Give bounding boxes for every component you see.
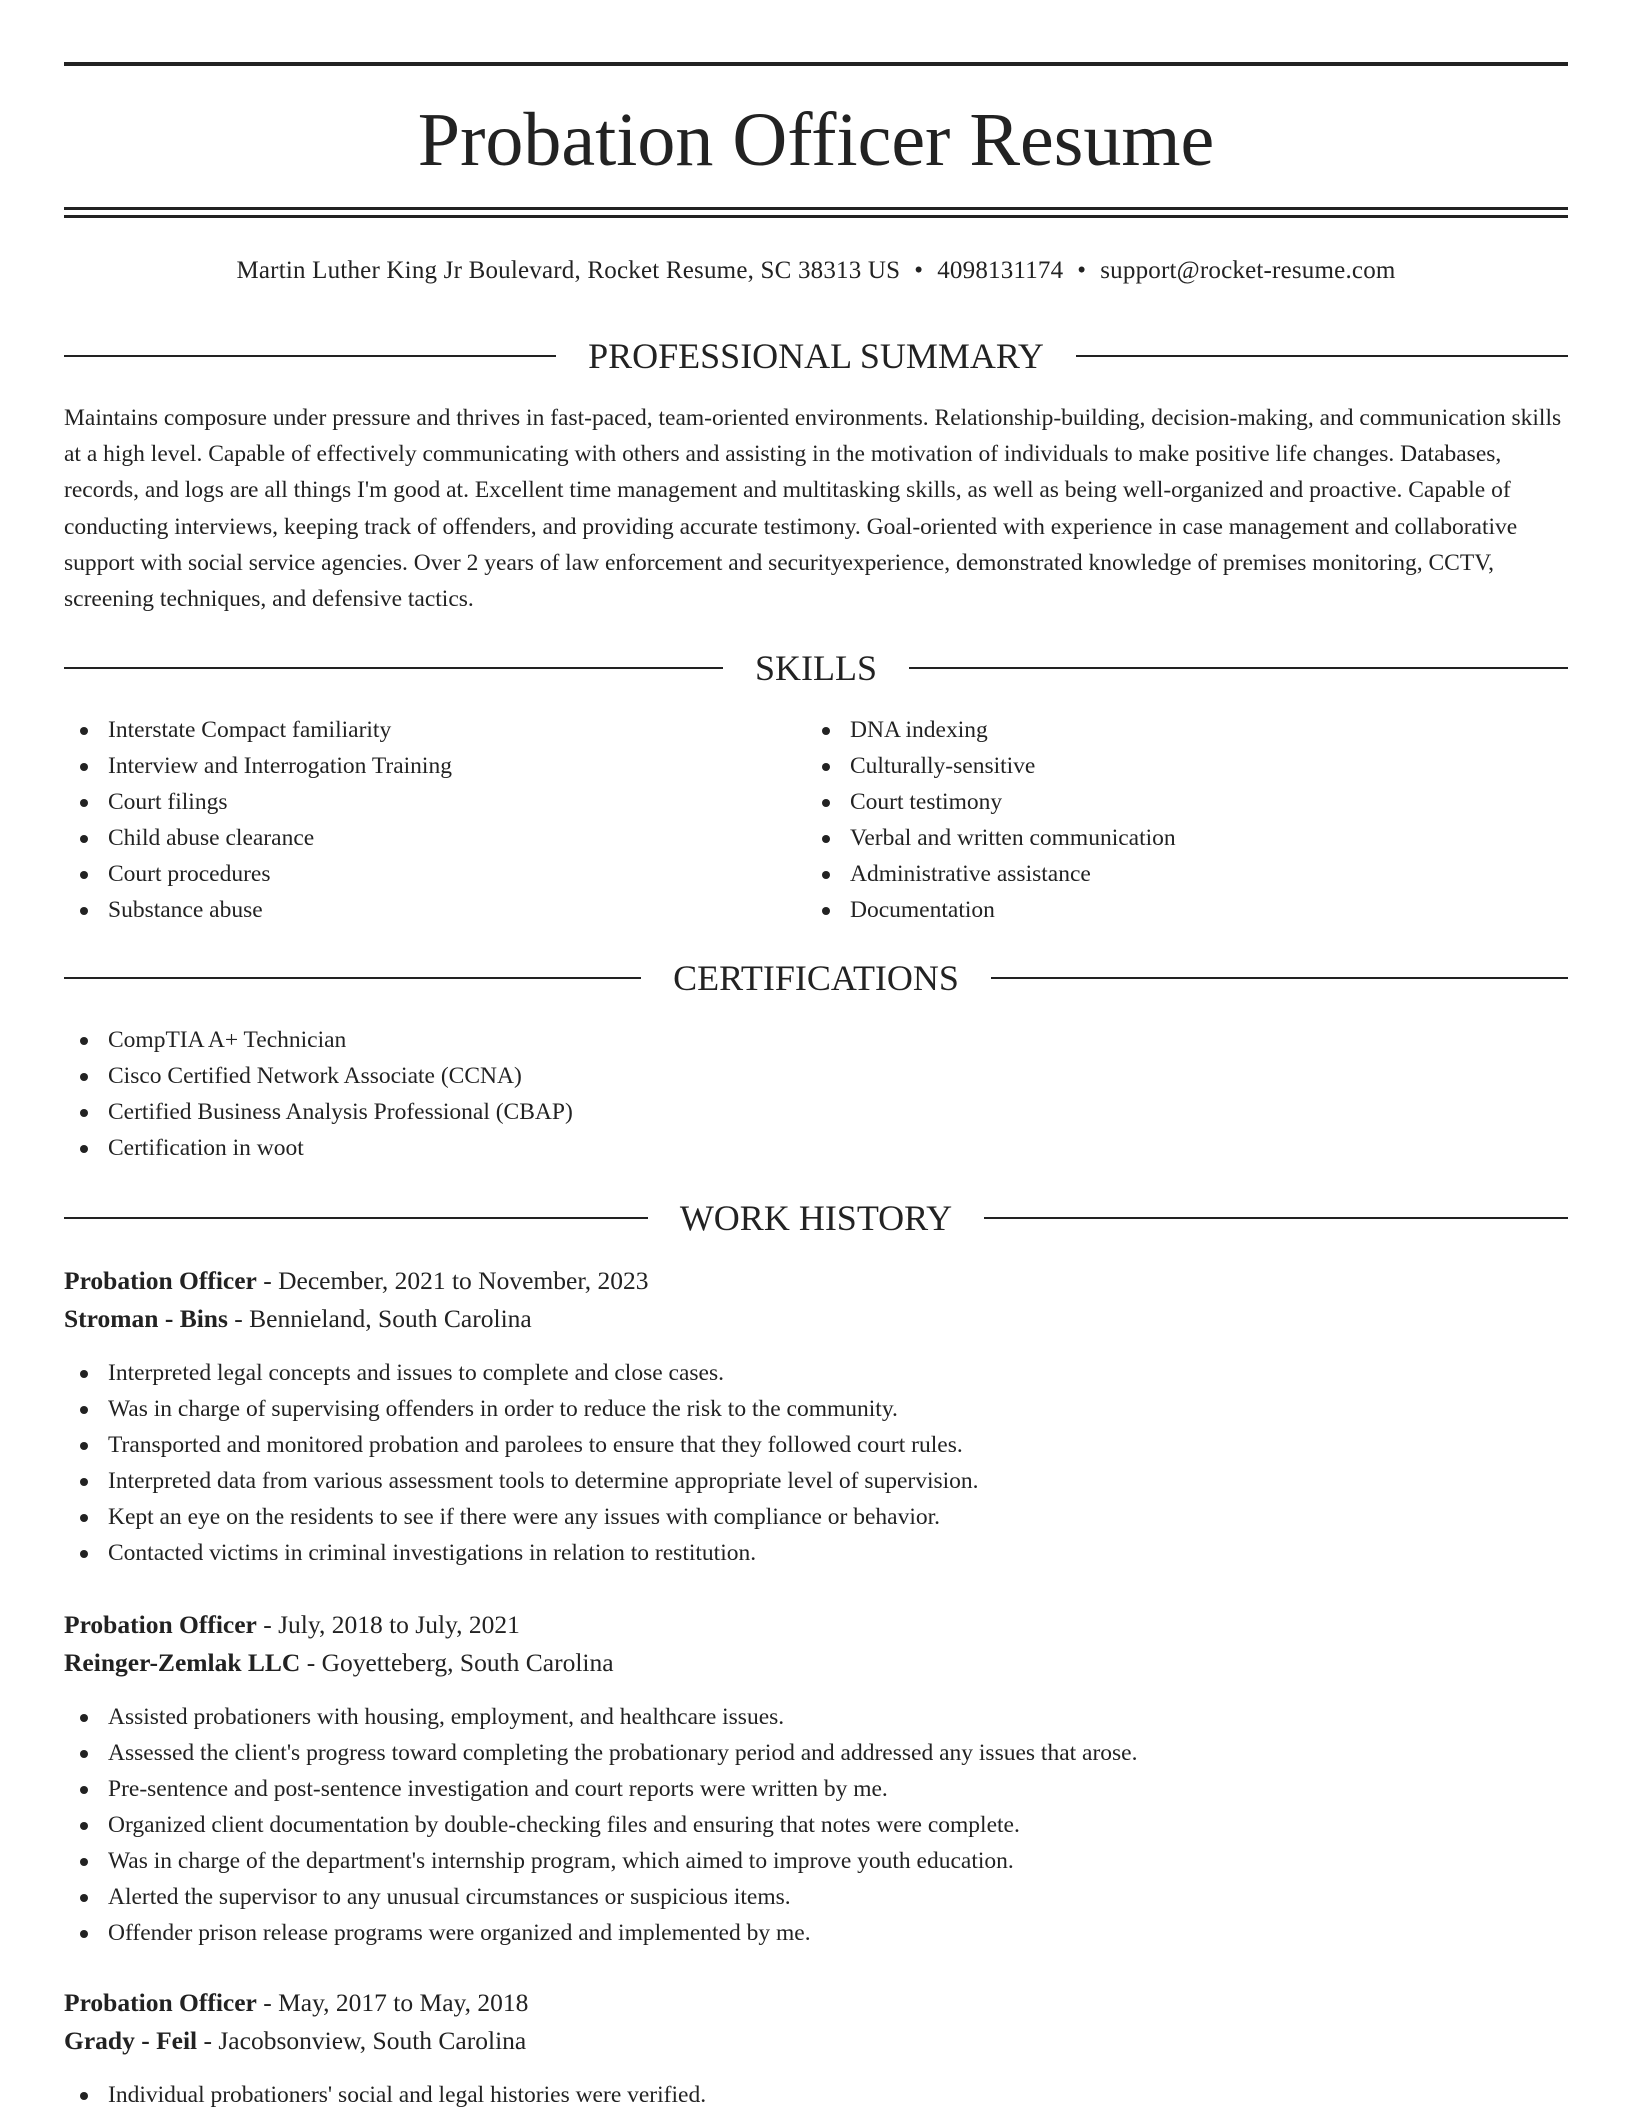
- job-location: - Goyetteberg, South Carolina: [300, 1648, 614, 1677]
- job-location: - Jacobsonview, South Carolina: [197, 2026, 527, 2055]
- job-title-line: [64, 1606, 520, 1644]
- job-bullet: Assisted probationers with housing, employment, and healthcare issues.: [64, 1699, 1137, 1735]
- job-employer: Grady - Feil: [64, 2026, 198, 2055]
- job-bullet: Was in charge of supervising offenders in order to reduce the risk to the community.: [64, 1391, 979, 1427]
- contact-separator: •: [914, 257, 924, 284]
- certification-item: CompTIA A+ Technician: [64, 1022, 573, 1058]
- certification-item: Cisco Certified Network Associate (CCNA): [64, 1058, 573, 1094]
- job-employer: Stroman - Bins: [64, 1304, 228, 1333]
- job-bullet: Pre-sentence and post-sentence investigation and court reports were written by me.: [64, 1771, 1137, 1807]
- job-bullets: [64, 1355, 979, 1571]
- job-bullet: Alerted the supervisor to any unusual circumstances or suspicious items.: [64, 1879, 1137, 1915]
- section-header-certifications: [64, 956, 1568, 1000]
- job-title-line: [64, 1984, 528, 2022]
- skill-item: DNA indexing: [806, 712, 1176, 748]
- skill-item: Interstate Compact familiarity: [64, 712, 452, 748]
- job-employer-line: [64, 1300, 532, 1338]
- skill-item: Court procedures: [64, 856, 452, 892]
- section-title-skills: SKILLS: [755, 648, 878, 688]
- title-rule-lower: [64, 215, 1568, 218]
- job-dates: - December, 2021 to November, 2023: [256, 1266, 649, 1295]
- section-rule: [64, 355, 556, 357]
- skills-list-left: [64, 712, 452, 928]
- skill-item: Interview and Interrogation Training: [64, 748, 452, 784]
- job-title: Probation Officer: [64, 1610, 257, 1639]
- job-bullet: Organized client documentation by double-checking files and ensuring that notes were complete.: [64, 1807, 1137, 1843]
- job-bullet: Individual probationers' social and legal histories were verified.: [64, 2077, 706, 2113]
- section-header-skills: [64, 646, 1568, 690]
- job-bullets: [64, 2077, 706, 2113]
- job-bullet: Assessed the client's progress toward completing the probationary period and addressed any issues that arose.: [64, 1735, 1137, 1771]
- section-rule: [984, 1217, 1568, 1219]
- resume-title: Probation Officer Resume: [417, 98, 1215, 182]
- job-bullet: Interpreted data from various assessment tools to determine appropriate level of supervision.: [64, 1463, 979, 1499]
- section-rule: [64, 667, 723, 669]
- section-title-certifications: CERTIFICATIONS: [673, 958, 959, 998]
- job-title: Probation Officer: [64, 1988, 257, 2017]
- skills-list-right: [806, 712, 1176, 928]
- contact-line: [64, 254, 1568, 288]
- section-rule: [991, 977, 1568, 979]
- job-bullet: Kept an eye on the residents to see if there were any issues with compliance or behavior.: [64, 1499, 979, 1535]
- top-rule: [64, 62, 1568, 66]
- job-bullet: Contacted victims in criminal investigations in relation to restitution.: [64, 1535, 979, 1571]
- certifications-list: [64, 1022, 573, 1166]
- job-bullets: [64, 1699, 1137, 1951]
- certification-item: Certified Business Analysis Professional (CBAP): [64, 1094, 573, 1130]
- job-employer-line: [64, 2022, 526, 2060]
- skill-item: Administrative assistance: [806, 856, 1176, 892]
- skill-item: Verbal and written communication: [806, 820, 1176, 856]
- contact-address: Martin Luther King Jr Boulevard, Rocket Resume, SC 38313 US: [236, 257, 901, 284]
- section-header-summary: [64, 334, 1568, 378]
- job-dates: - July, 2018 to July, 2021: [256, 1610, 520, 1639]
- job-title: Probation Officer: [64, 1266, 257, 1295]
- summary-text: Maintains composure under pressure and thrives in fast-paced, team-oriented environments. Relationship-building, decision-making, and communication skills at a high level. Capable of effectively communicating with others and assisting in the motivation of individuals to make positive life changes. Databases, records, and logs are all things I'm good at. Excellent time management and multitasking skills, as well as being well-organized and proactive. Capable of conducting interviews, keeping track of offenders, and providing accurate testimony. Goal-oriented with experience in case management and collaborative support with social service agencies. Over 2 years of law enforcement and securityexperience, demonstrated knowledge of premises monitoring, CCTV, screening techniques, and defensive tactics.: [64, 405, 1562, 613]
- contact-separator: •: [1077, 257, 1087, 284]
- section-header-work-history: [64, 1196, 1568, 1240]
- job-dates: - May, 2017 to May, 2018: [256, 1988, 529, 2017]
- job-bullet: Interpreted legal concepts and issues to complete and close cases.: [64, 1355, 979, 1391]
- section-title-work-history: WORK HISTORY: [679, 1198, 953, 1238]
- job-title-line: [64, 1262, 649, 1300]
- job-employer: Reinger-Zemlak LLC: [64, 1648, 301, 1677]
- skill-item: Culturally-sensitive: [806, 748, 1176, 784]
- section-rule: [64, 977, 641, 979]
- skill-item: Documentation: [806, 892, 1176, 928]
- section-title-summary: PROFESSIONAL SUMMARY: [588, 336, 1044, 376]
- section-rule: [909, 667, 1568, 669]
- job-employer-line: [64, 1644, 614, 1682]
- skill-item: Court filings: [64, 784, 452, 820]
- job-location: - Bennieland, South Carolina: [227, 1304, 532, 1333]
- skill-item: Child abuse clearance: [64, 820, 452, 856]
- contact-email: support@rocket-resume.com: [1100, 257, 1396, 284]
- contact-phone: 4098131174: [937, 257, 1064, 284]
- title-rule-upper: [64, 207, 1568, 210]
- skill-item: Court testimony: [806, 784, 1176, 820]
- job-bullet: Was in charge of the department's internship program, which aimed to improve youth education.: [64, 1843, 1137, 1879]
- skill-item: Substance abuse: [64, 892, 452, 928]
- job-bullet: Transported and monitored probation and parolees to ensure that they followed court rules.: [64, 1427, 979, 1463]
- section-rule: [64, 1217, 648, 1219]
- section-rule: [1076, 355, 1568, 357]
- certification-item: Certification in woot: [64, 1130, 573, 1166]
- job-bullet: Offender prison release programs were organized and implemented by me.: [64, 1915, 1137, 1951]
